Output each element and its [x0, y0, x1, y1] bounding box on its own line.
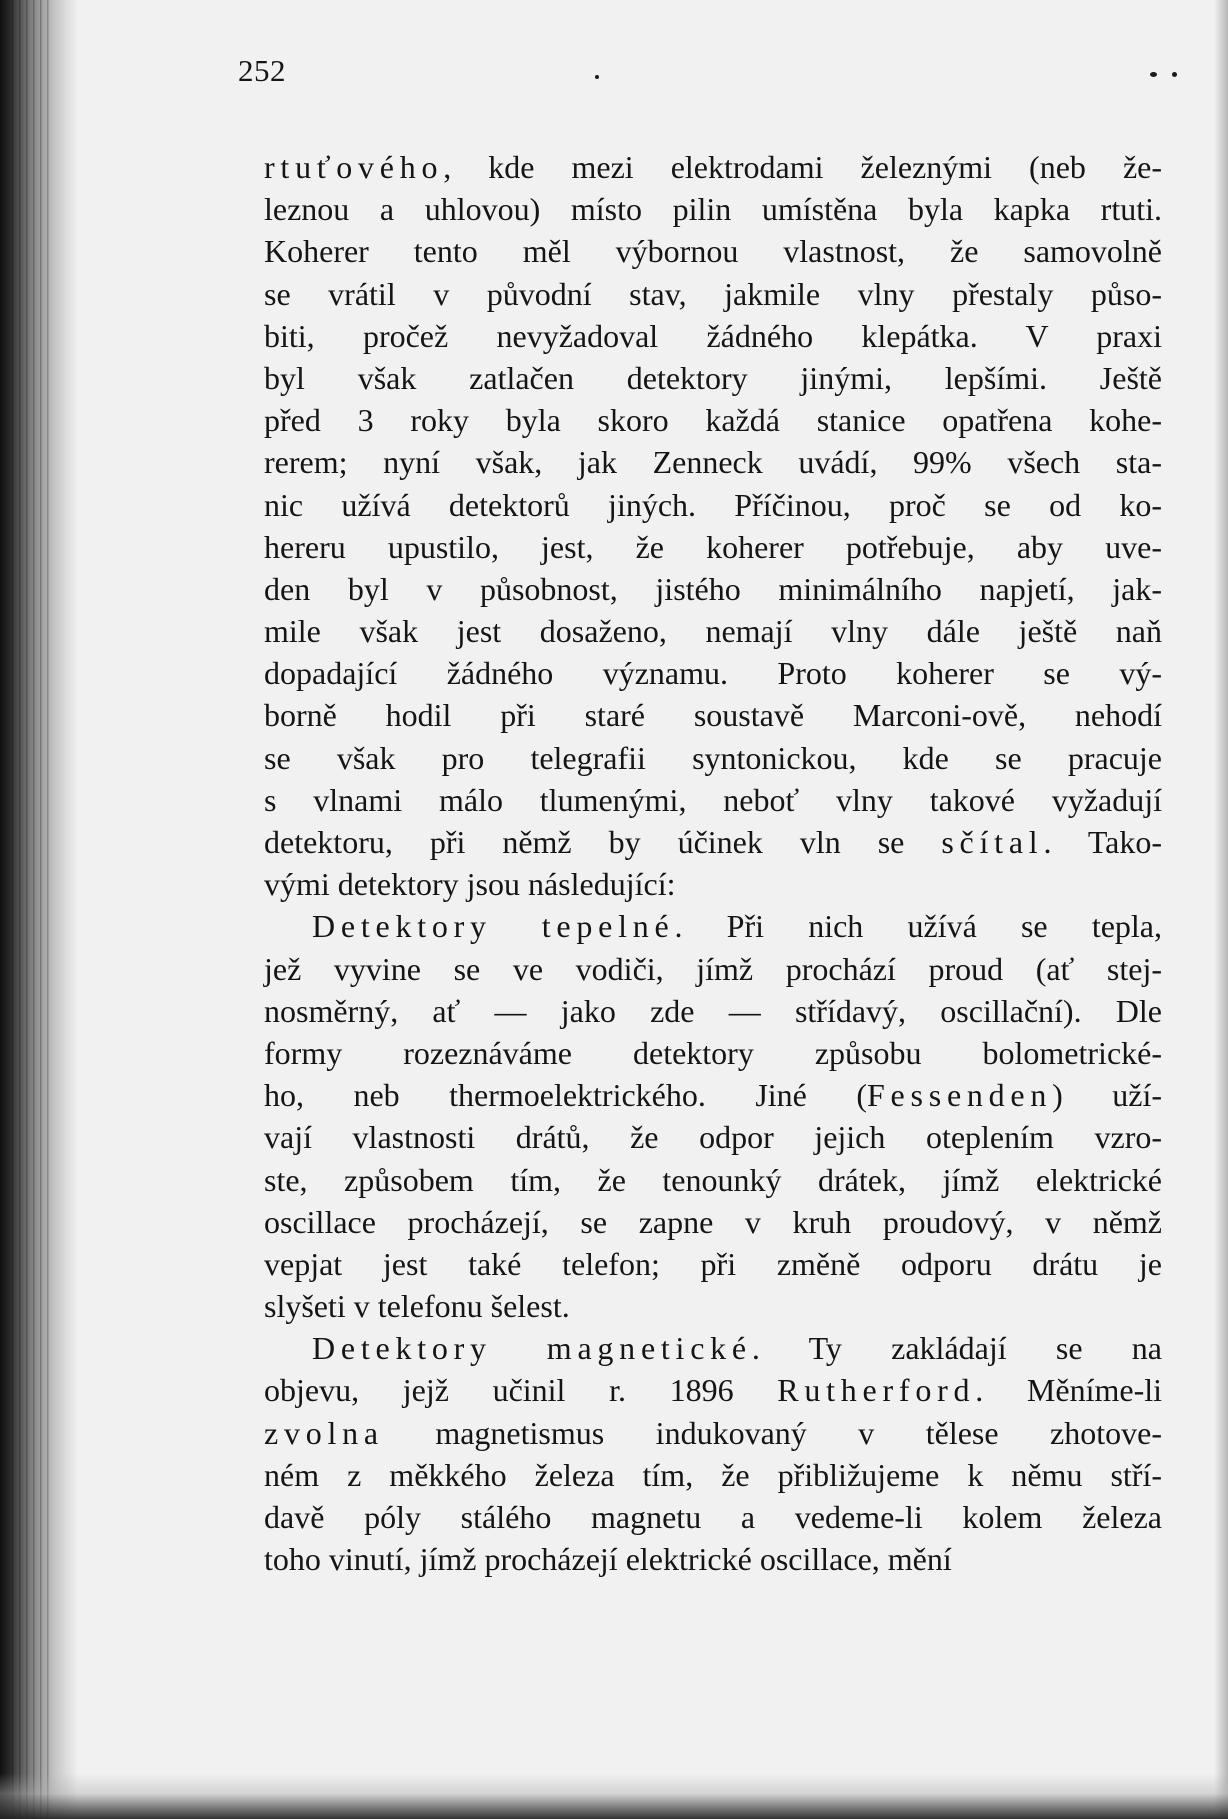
page-bottom-shadow: [0, 1773, 1228, 1819]
text-line: [264, 315, 1162, 357]
text-segment: ho, neb thermoelektrického. Jiné (: [264, 1077, 867, 1114]
text-segment: se však pro telegrafii syntonickou, kde se pracuje: [264, 739, 1162, 776]
text-line: [264, 779, 1162, 821]
text-line: [264, 1496, 1162, 1538]
text-segment: rerem; nyní však, jak Zenneck uvádí, 99% všech sta-: [264, 444, 1162, 481]
print-speck: [1150, 72, 1157, 77]
text-segment: davě póly stálého magnetu a vedeme-li kolem železa: [264, 1499, 1162, 1535]
text-segment: s vlnami málo tlumenými, neboť vlny takové vyžadují: [264, 781, 1162, 818]
page-right-edge-shadow: [1214, 0, 1228, 1819]
text-segment: vými detektory jsou následující:: [264, 866, 676, 903]
spaced-emphasis-text: Rutherford: [777, 1372, 976, 1409]
text-segment: nosměrný, ať — jako zde — střídavý, oscillační). Dle: [264, 992, 1162, 1029]
text-line: [264, 863, 1162, 905]
text-segment: jež vyvine se ve vodiči, jímž prochází proud (ať stej-: [264, 950, 1162, 987]
text-line: [264, 526, 1162, 568]
page-text-block: [264, 146, 1162, 1580]
text-line: [264, 1285, 1162, 1327]
text-line: [264, 1032, 1162, 1074]
text-line: [264, 1243, 1162, 1285]
text-segment: ) uží-: [1052, 1077, 1163, 1114]
text-line: [264, 568, 1162, 610]
spaced-emphasis-text: rtuťového: [264, 149, 444, 185]
text-line: [264, 357, 1162, 399]
text-segment: leznou a uhlovou) místo pilin umístěna byla kapka rtuti.: [264, 191, 1162, 228]
text-segment: detektoru, při němž by účinek vln se: [264, 824, 942, 860]
text-segment: vepjat jest také telefon; při změně odporu drátu je: [264, 1245, 1162, 1282]
print-speck: [1172, 72, 1177, 77]
text-line: [264, 737, 1162, 779]
text-line: [264, 694, 1162, 736]
text-segment: se vrátil v původní stav, jakmile vlny přestaly půso-: [264, 275, 1162, 312]
text-segment: borně hodil při staré soustavě Marconi-ově, nehodí: [264, 697, 1162, 734]
text-line: [264, 1159, 1162, 1201]
text-line: [264, 821, 1162, 863]
text-line: [264, 273, 1162, 315]
text-line: [264, 610, 1162, 652]
print-speck: [595, 75, 599, 79]
book-binding-texture: [12, 0, 54, 1819]
text-segment: hereru upustilo, jest, že koherer potřebuje, aby uve-: [264, 528, 1162, 565]
text-line: [264, 905, 1162, 947]
text-segment: , kde mezi elektrodami železnými (neb že-: [443, 149, 1162, 185]
text-segment: před 3 roky byla skoro každá stanice opatřena kohe-: [264, 402, 1162, 439]
spaced-emphasis-text: sčítal: [941, 824, 1044, 860]
text-segment: . Měníme-li: [975, 1372, 1163, 1409]
text-line: [264, 1538, 1162, 1580]
text-segment: mile však jest dosaženo, nemají vlny dále ještě naň: [264, 613, 1162, 650]
text-segment: slyšeti v telefonu šelest.: [264, 1288, 570, 1325]
text-line: [264, 188, 1162, 230]
text-segment: objevu, jejž učinil r. 1896: [264, 1372, 778, 1409]
text-line: [264, 1116, 1162, 1158]
spaced-emphasis-text: zvolna: [264, 1414, 384, 1451]
text-segment: . Tako-: [1043, 824, 1163, 860]
text-segment: Koherer tento měl výbornou vlastnost, že samovolně: [264, 233, 1162, 270]
text-line: [264, 948, 1162, 990]
text-segment: . Při nich užívá se tepla,: [674, 908, 1163, 945]
text-segment: ste, způsobem tím, že tenounký drátek, jímž elektrické: [264, 1161, 1162, 1198]
text-line: [264, 1369, 1162, 1411]
spaced-emphasis-text: Detektory tepelné: [312, 908, 675, 945]
text-segment: toho vinutí, jímž procházejí elektrické oscillace, mění: [264, 1541, 952, 1578]
text-line: [264, 484, 1162, 526]
text-line: [264, 1454, 1162, 1496]
text-line: [264, 652, 1162, 694]
spaced-emphasis-text: Fessenden: [867, 1077, 1053, 1114]
text-line: [264, 399, 1162, 441]
text-segment: magnetismus indukovaný v tělese zhotove-: [383, 1414, 1162, 1451]
text-segment: ném z měkkého železa tím, že přibližujeme k němu stří-: [264, 1456, 1162, 1493]
text-segment: byl však zatlačen detektory jinými, lepšími. Ještě: [264, 359, 1162, 396]
text-line: [264, 990, 1162, 1032]
text-segment: den byl v působnost, jistého minimálního napjetí, jak-: [264, 570, 1162, 607]
text-segment: . Ty zakládají se na: [751, 1330, 1163, 1367]
text-line: [264, 1201, 1162, 1243]
text-segment: formy rozeznáváme detektory způsobu bolometrické-: [264, 1034, 1162, 1071]
text-line: [264, 1074, 1162, 1116]
spaced-emphasis-text: Detektory magnetické: [312, 1330, 752, 1367]
text-segment: oscillace procházejí, se zapne v kruh proudový, v němž: [264, 1203, 1162, 1240]
text-segment: biti, pročež nevyžadoval žádného klepátka. V praxi: [264, 317, 1162, 354]
text-segment: vají vlastnosti drátů, že odpor jejich oteplením vzro-: [264, 1119, 1162, 1156]
text-line: [264, 230, 1162, 272]
text-line: [264, 1327, 1162, 1369]
text-segment: dopadající žádného významu. Proto koherer se vý-: [264, 655, 1162, 692]
text-line: [264, 441, 1162, 483]
text-line: [264, 1412, 1162, 1454]
text-line: [264, 146, 1162, 188]
page-number: 252: [238, 53, 286, 88]
text-segment: nic užívá detektorů jiných. Příčinou, proč se od ko-: [264, 486, 1162, 523]
